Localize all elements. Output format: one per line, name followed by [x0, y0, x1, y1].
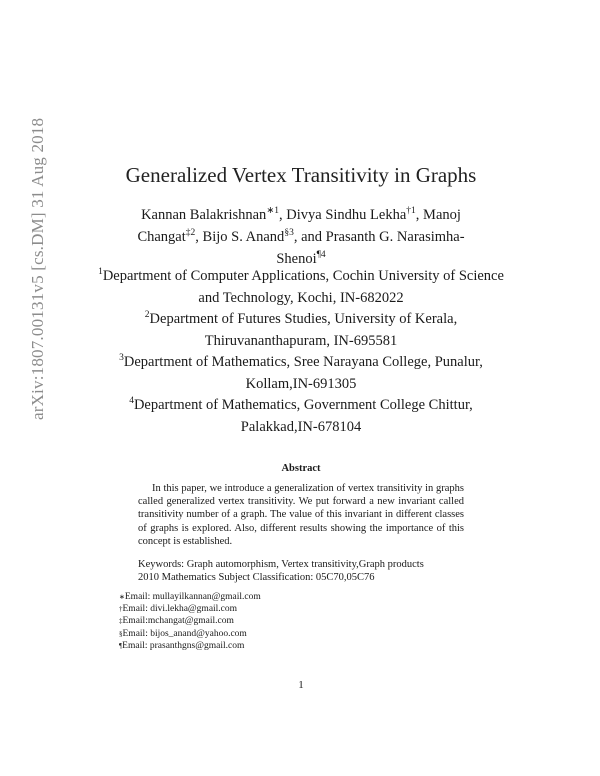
- author-name: , and Prasanth G. Narasimha-Shenoi: [276, 229, 465, 267]
- author-name: , Bijo S. Anand: [195, 229, 285, 245]
- keywords-block: [138, 558, 468, 584]
- affiliation-item: [96, 266, 506, 309]
- author-marker: ‡2: [185, 228, 196, 239]
- footnote-marker: §: [119, 629, 123, 638]
- abstract-text: In this paper, we introduce a generalization of vertex transitivity in graphs called generalized vertex transitivity. We put forward a new invariant called transitivity number of a graph. The value of this invariant in different classes of graphs is explored. Also, different results showing the importance of this concept is established.: [138, 483, 464, 547]
- email-text: Email:mchangat@gmail.com: [122, 616, 234, 627]
- email-footnote: [119, 628, 479, 640]
- page-number: 1: [298, 679, 304, 691]
- affiliation-item: [96, 309, 506, 352]
- author-name: Kannan Balakrishnan: [141, 207, 267, 223]
- affiliation-marker: 3: [119, 353, 124, 364]
- affiliation-marker: 2: [144, 310, 150, 321]
- author-marker: ∗1: [266, 206, 280, 217]
- affiliation-item: [96, 395, 506, 438]
- author-marker: ¶4: [316, 250, 326, 261]
- email-footnote: [119, 640, 479, 652]
- affiliation-text: Department of Futures Studies, University of Kerala, Thiruvananthapuram, IN-695581: [149, 311, 458, 349]
- email-footnote: [119, 615, 479, 627]
- affiliation-marker: 1: [98, 267, 103, 278]
- footnote-marker: ‡: [119, 617, 123, 626]
- msc-line: 2010 Mathematics Subject Classification: 05C70,05C76: [138, 572, 375, 584]
- paper-title: Generalized Vertex Transitivity in Graphs: [125, 163, 477, 187]
- affiliation-list: [96, 266, 506, 438]
- email-text: Email: mullayilkannan@gmail.com: [124, 592, 261, 602]
- affiliation-text: Department of Computer Applications, Cochin University of Science and Technology, Kochi, IN-682022: [102, 268, 504, 306]
- email-footnote: [119, 603, 479, 615]
- affiliation-item: [96, 352, 506, 395]
- keywords-line: Keywords: Graph automorphism, Vertex transitivity,Graph products: [138, 559, 424, 570]
- abstract-heading: Abstract: [281, 463, 321, 474]
- author-list: [121, 204, 481, 270]
- author-name: , Divya Sindhu Lekha: [279, 207, 407, 223]
- footnote-marker: ¶: [119, 641, 123, 650]
- email-text: Email: prasanthgns@gmail.com: [122, 640, 245, 651]
- affiliation-text: Department of Mathematics, Sree Narayana College, Punalur, Kollam,IN-691305: [123, 354, 483, 392]
- email-text: Email: divi.lekha@gmail.com: [122, 604, 238, 615]
- author-marker: §3: [284, 228, 294, 239]
- affiliation-marker: 4: [129, 396, 134, 407]
- footnote-marker: †: [119, 605, 123, 614]
- author-name: , Manoj Changat: [137, 207, 461, 245]
- email-footnote: [119, 591, 479, 603]
- email-text: Email: bijos_anand@yahoo.com: [122, 628, 247, 639]
- arxiv-identifier: arXiv:1807.00131v5 [cs.DM] 31 Aug 2018: [28, 117, 47, 420]
- author-marker: †1: [406, 206, 416, 217]
- affiliation-text: Department of Mathematics, Government College Chittur, Palakkad,IN-678104: [133, 397, 473, 435]
- footnote-marker: ∗: [119, 593, 125, 601]
- email-footnotes: [119, 591, 479, 652]
